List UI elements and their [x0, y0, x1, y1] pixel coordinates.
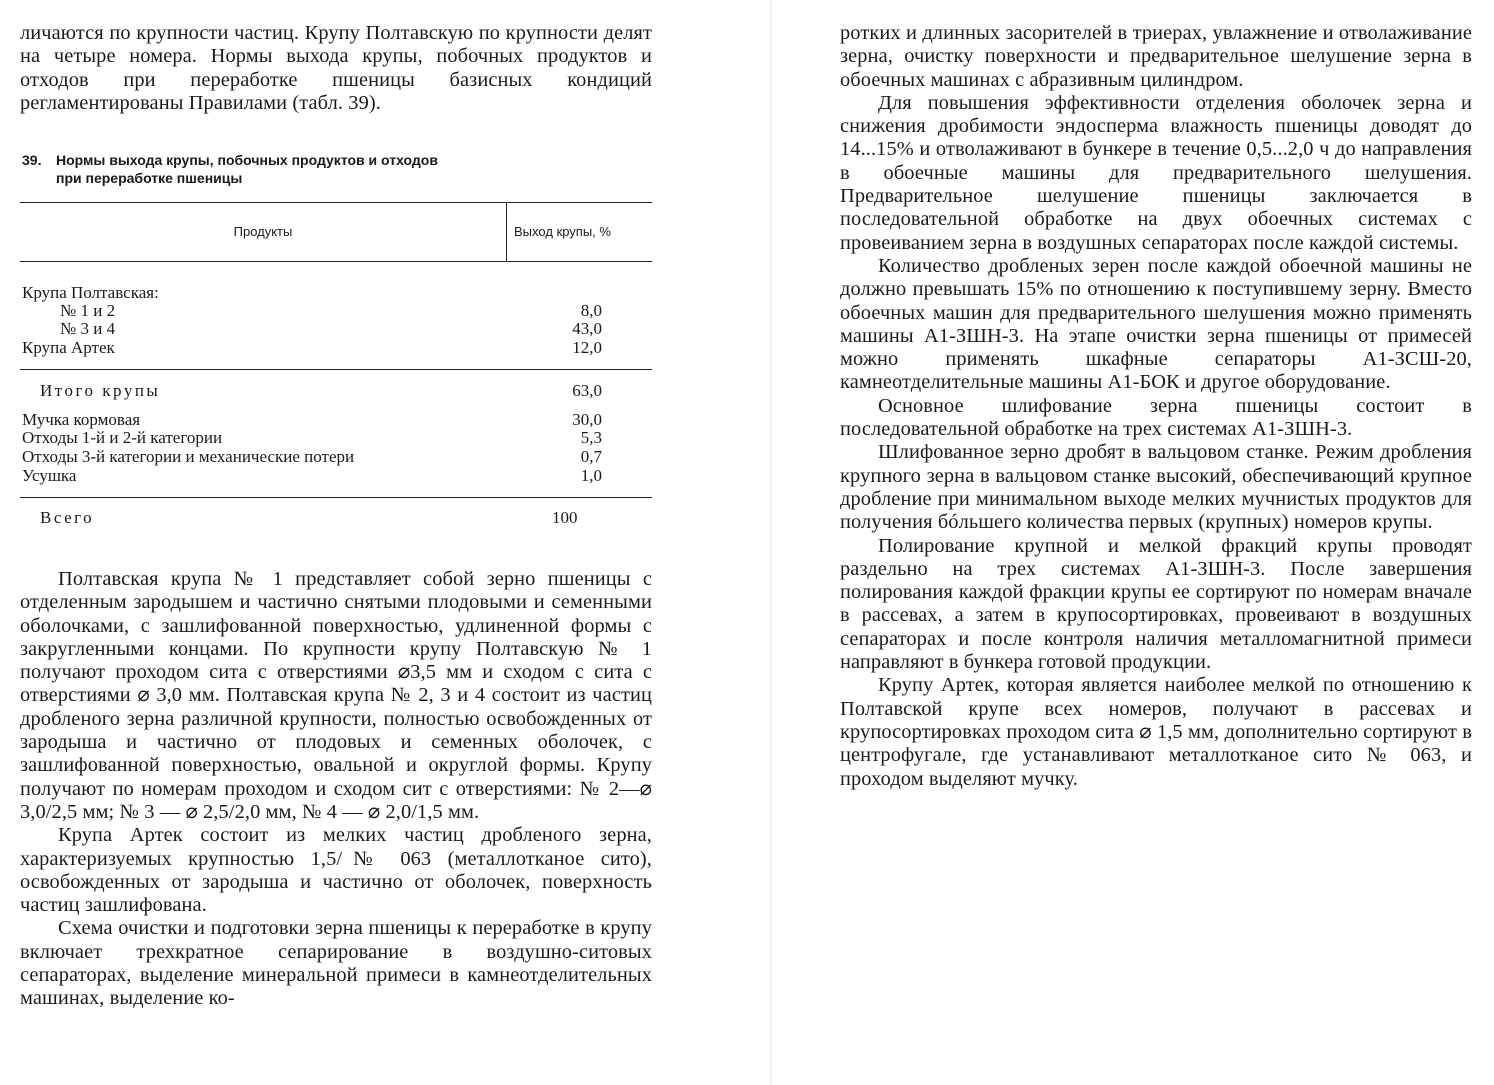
- table-rule-total: [20, 497, 652, 498]
- paragraph: Для повышения эффективности отделения оболочек зерна и снижения дробимости эндосперма влажность пшеницы доводят до 14...15% и отволаживают в бункере в течение 0,5...2,0 ч до направления в обоечные машины для предварительного шелушения. Предварительное шелушение пшеницы заключается в последовательной обработке на двух обоечных системах с провеиванием зерна в воздушных сепараторах после каждой системы.: [840, 91, 1472, 254]
- table-row: [20, 319, 652, 339]
- paragraph: Полтавская крупа № 1 представляет собой зерно пшеницы с отделенным зародышем и частично снятыми плодовыми и семенными оболочками, с зашлифованной поверхностью, удлиненной формы с закругленными концами. По крупности крупу Полтавскую № 1 получают проходом сита с отверстиями ⌀3,5 мм и сходом с сита с отверстиями ⌀ 3,0 мм. Полтавская крупа № 2, 3 и 4 состоит из частиц дробленого зерна различной крупности, полностью освобожденных от зародыша и частично от плодовых и семенных оболочек, с зашлифованной поверхностью, овальной и округлой формы. Крупу получают по номерам проходом и сходом сит с отверстиями: № 2—⌀ 3,0/2,5 мм; № 3 — ⌀ 2,5/2,0 мм, № 4 — ⌀ 2,0/1,5 мм.: [20, 568, 652, 823]
- left-body: [20, 568, 652, 1011]
- table-row: [20, 466, 652, 486]
- row-value: 12,0: [572, 338, 602, 357]
- table-row: [20, 410, 652, 430]
- header-products: Продукты: [233, 224, 293, 239]
- row-value: 1,0: [580, 466, 602, 485]
- table-row: [20, 447, 652, 467]
- row-value: 30,0: [572, 410, 602, 429]
- subtotal-row: [20, 381, 652, 401]
- paragraph: Схема очистки и подготовки зерна пшеницы к переработке в крупу включает трехкратное сепарирование в воздушно-ситовых сепараторах, выделение минеральной примеси в камнеотделительных машинах, выделение ко-: [20, 917, 652, 1010]
- total-row: [20, 508, 652, 528]
- row-value: 43,0: [572, 319, 602, 338]
- right-body: [840, 22, 1472, 791]
- header-yield: Выход крупы, %: [514, 224, 611, 239]
- paragraph: Количество дробленых зерен после каждой обоечной машины не должно превышать 15% по отношению к поступившему зерну. Вместо обоечных машин для предварительного шелушения можно применять машины А1-ЗШН-3. На этапе очистки зерна пшеницы от примесей можно применять шкафные сепараторы А1-ЗСШ-20, камнеотделительные машины А1-БОК и другое оборудование.: [840, 254, 1472, 394]
- table-caption: [22, 151, 438, 187]
- row-label: Крупа Полтавская:: [22, 283, 159, 302]
- table-row: [20, 301, 652, 321]
- table-rule-header: [20, 261, 652, 262]
- row-value: 0,7: [580, 447, 602, 466]
- row-label: Мучка кормовая: [22, 410, 141, 429]
- row-label: Крупа Артек: [22, 338, 115, 357]
- row-label: Отходы 1-й и 2-й категории: [22, 428, 223, 447]
- left-page: [20, 0, 656, 1085]
- subtotal-label: Итого крупы: [40, 381, 161, 400]
- paragraph: роткиx и длинных засорителей в триерах, увлажнение и отволаживание зерна, очистку поверхности и предварительное шелушение зерна в обоечных машинах с абразивным цилиндром.: [840, 22, 1472, 91]
- paragraph: Полирование крупной и мелкой фракций крупы проводят раздельно на трех системах А1-ЗШН-3. После завершения полирования каждой фракции крупы ее сортируют по номерам вначале в рассевах, а затем в крупосортировках, провеивают в воздушных сепараторах и после контроля наличия металломагнитной примеси направляют в бункера готовой продукции.: [840, 534, 1472, 674]
- table-title-line1: Нормы выхода крупы, побочных продуктов и отходов: [56, 152, 438, 168]
- table-number: 39.: [22, 152, 42, 168]
- total-value: 100: [552, 508, 578, 527]
- right-page: [840, 0, 1472, 1085]
- row-value: 8,0: [580, 301, 602, 320]
- table-row: [20, 338, 652, 358]
- row-label: Усушка: [22, 466, 77, 485]
- row-label: № 3 и 4: [60, 319, 116, 338]
- total-label: Всего: [40, 508, 95, 527]
- paragraph: Крупа Артек состоит из мелких частиц дробленого зерна, характеризуемых крупностью 1,5/№ 063 (металлотканое сито), освобожденных от зародыша и частично от оболочек, поверхность частиц зашлифована.: [20, 824, 652, 917]
- table-rule-mid: [20, 369, 652, 370]
- paragraph: Шлифованное зерно дробят в вальцовом станке. Режим дробления крупного зерна в вальцовом станке высокий, обеспечивающий крупное дробление при минимальном выходе мелких мучнистых продуктов для получения бóльшего количества первых (крупных) номеров крупы.: [840, 441, 1472, 534]
- table-title-line2: при переработке пшеницы: [56, 170, 243, 186]
- table-rule-top: [20, 202, 652, 203]
- table-row: [20, 283, 652, 303]
- table-header-divider: [506, 202, 507, 261]
- row-value: 5,3: [580, 428, 602, 447]
- row-label: Отходы 3-й категории и механические потери: [22, 447, 355, 466]
- subtotal-value: 63,0: [572, 381, 602, 400]
- table-row: [20, 428, 652, 448]
- intro-paragraph: личаются по крупности частиц. Крупу Полтавскую по крупности делят на четыре номера. Нормы выхода крупы, побочных продуктов и отходов при переработке пшеницы базисных кондиций регламентированы Правилами (табл. 39).: [20, 22, 652, 114]
- paragraph: Крупу Артек, которая является наиболее мелкой по отношению к Полтавской крупе всех номеров, получают в рассевах и крупосортировках проходом сита ⌀ 1,5 мм, дополнительно сортируют в центрофугале, где устанавливают металлотканое сито № 063, и проходом выделяют мучку.: [840, 674, 1472, 790]
- page-gutter: [770, 0, 772, 1085]
- paragraph: Основное шлифование зерна пшеницы состоит в последовательной обработке на трех системах А1-ЗШН-3.: [840, 394, 1472, 441]
- row-label: № 1 и 2: [60, 301, 116, 320]
